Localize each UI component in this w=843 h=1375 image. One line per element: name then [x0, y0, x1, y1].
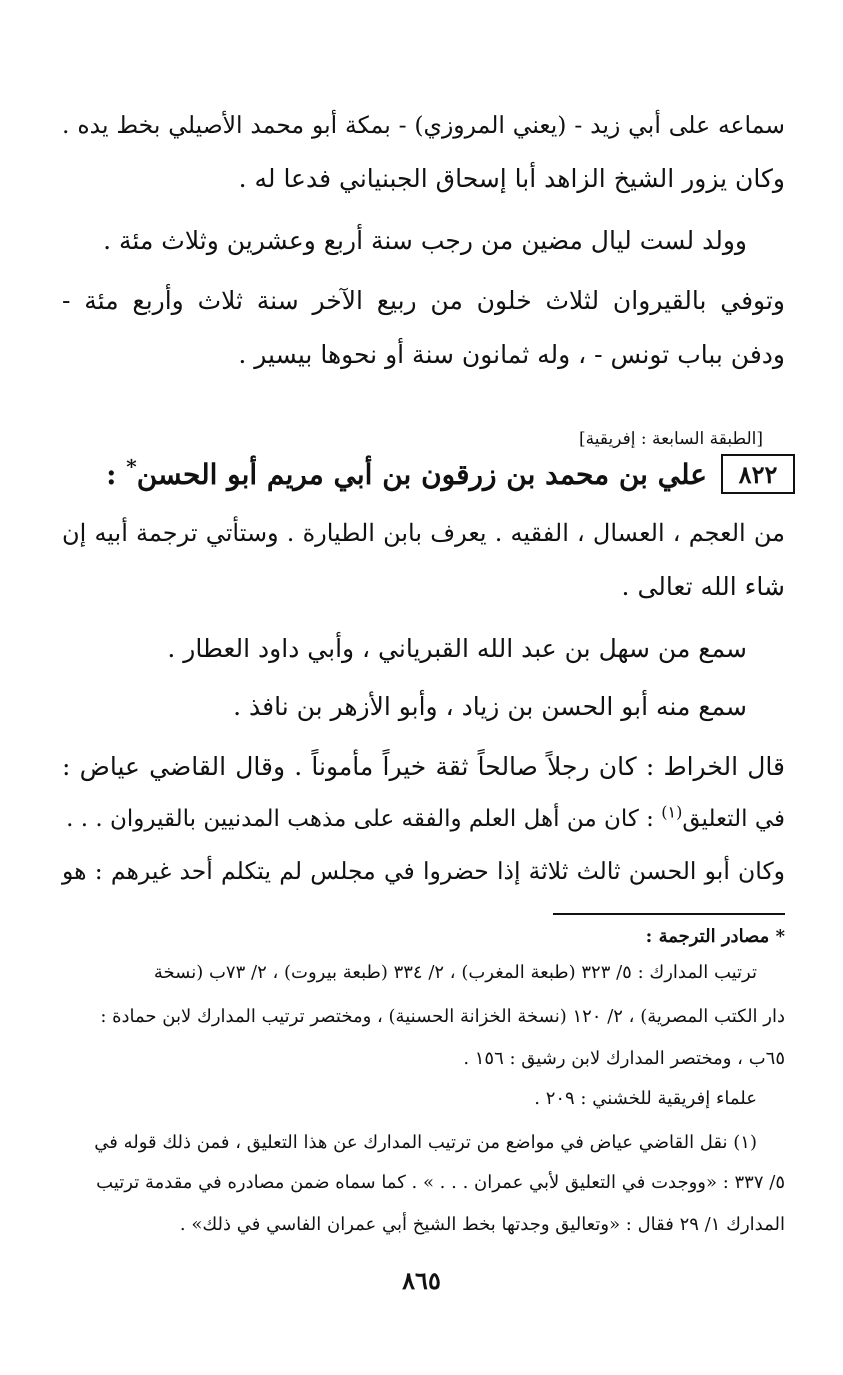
body-line-11-end: : كان من أهل العلم والفقه على مذهب المدنيين بالقيروان . . . [66, 806, 662, 832]
section-tag: [الطبقة السابعة : إفريقية] [579, 429, 763, 449]
footnote-line-1: (١) نقل القاضي عياض في مواضع من ترتيب المدارك عن هذا التعليق ، فمن ذلك قوله في [94, 1132, 757, 1153]
sources-heading: * مصادر الترجمة : [645, 926, 785, 947]
body-line-6: من العجم ، العسال ، الفقيه . يعرف بابن الطيارة . وستأتي ترجمة أبيه إن [62, 519, 785, 547]
entry-title [106, 454, 707, 491]
body-line-1: سماعه على أبي زيد - (يعني المروزي) - بمكة أبو محمد الأصيلي بخط يده . [62, 111, 785, 139]
entry-heading [106, 448, 795, 500]
entry-number-box: ٨٢٢ [721, 454, 795, 494]
body-line-11-start: في التعليق [682, 806, 785, 832]
body-line-11 [62, 802, 785, 836]
entry-title-colon: : [106, 457, 117, 491]
sources-line-4: علماء إفريقية للخشني : ٢٠٩ . [534, 1088, 757, 1109]
page-number: ٨٦٥ [402, 1266, 441, 1295]
body-line-10: قال الخراط : كان رجلاً صالحاً ثقة خيراً مأموناً . وقال القاضي عياض : [62, 752, 785, 781]
body-line-4: وتوفي بالقيروان لثلاث خلون من ربيع الآخر سنة ثلاث وأربع مئة - [62, 286, 785, 315]
body-line-5: ودفن بباب تونس - ، وله ثمانون سنة أو نحوها بيسير . [238, 340, 785, 369]
footnote-ref: (١) [661, 802, 683, 822]
sources-line-1: ترتيب المدارك : ٥/ ٣٢٣ (طبعة المغرب) ، ٢/ ٣٣٤ (طبعة بيروت) ، ٢/ ٧٣ب (نسخة [153, 962, 757, 983]
entry-title-text: علي بن محمد بن زرقون بن أبي مريم أبو الحسن [136, 457, 707, 491]
footnote-divider [553, 913, 785, 915]
sources-line-3: ٦٥ب ، ومختصر المدارك لابن رشيق : ١٥٦ . [463, 1048, 785, 1069]
body-line-2: وكان يزور الشيخ الزاهد أبا إسحاق الجبنياني فدعا له . [238, 164, 785, 193]
body-line-8: سمع من سهل بن عبد الله القبرياني ، وأبي داود العطار . [167, 634, 747, 663]
sources-line-2: دار الكتب المصرية) ، ٢/ ١٢٠ (نسخة الخزانة الحسنية) ، ومختصر ترتيب المدارك لابن حمادة : [100, 1006, 785, 1027]
body-line-12: وكان أبو الحسن ثالث ثلاثة إذا حضروا في مجلس لم يتكلم أحد غيرهم : هو [62, 857, 785, 885]
footnote-line-2: ٥/ ٣٣٧ : «ووجدت في التعليق لأبي عمران . . . » . كما سماه ضمن مصادره في مقدمة ترتيب [96, 1172, 785, 1193]
footnote-line-3: المدارك ١/ ٢٩ فقال : «وتعاليق وجدتها بخط الشيخ أبي عمران الفاسي في ذلك» . [179, 1214, 785, 1235]
body-line-7: شاء الله تعالى . [621, 572, 785, 601]
body-line-9: سمع منه أبو الحسن بن زياد ، وأبو الأزهر بن نافذ . [233, 692, 747, 721]
sources-marker: * [126, 454, 137, 479]
body-line-3: وولد لست ليال مضين من رجب سنة أربع وعشرين وثلاث مئة . [103, 226, 747, 255]
